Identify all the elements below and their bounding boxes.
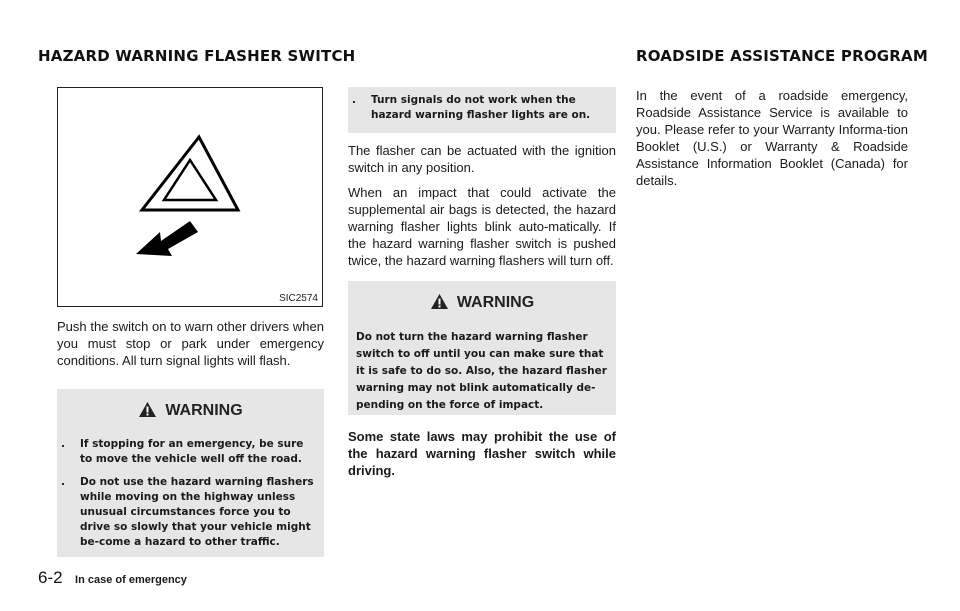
figure-code: SIC2574 (279, 293, 318, 304)
warning-list-1 (57, 437, 316, 558)
warning-item: . Do not use the hazard warning flashers while moving on the highway unless unusual circumstances force you to drive so slowly that your vehicle might be-come a hazard to other traffic. (61, 476, 314, 548)
hazard-switch-illustration (58, 88, 322, 306)
warning-triangle-icon (430, 293, 449, 310)
warning-item: . Turn signals do not work when the hazard warning flasher lights are on. (352, 94, 591, 121)
hazard-switch-figure (57, 87, 323, 307)
warning-list-continued (348, 93, 606, 131)
section-heading-hazard: HAZARD WARNING FLASHER SWITCH (38, 47, 356, 65)
flasher-paragraph: The flasher can be actuated with the ignition switch in any position. (348, 143, 616, 175)
roadside-paragraph: In the event of a roadside emergency, Roadside Assistance Service is available to you. Please refer to your Warranty Informa-tion Booklet (U.S.) or Warranty & Roadside Assistance Information Booklet (Canada) for details. (636, 88, 908, 188)
warning-box-1 (57, 389, 324, 557)
warning-box-2 (348, 281, 616, 415)
page-footer (38, 568, 187, 588)
arrow-pointer-icon (136, 221, 198, 256)
warning-title-1: WARNING (57, 401, 324, 420)
section-heading-roadside: ROADSIDE ASSISTANCE PROGRAM (636, 47, 928, 65)
warning-title-2: WARNING (348, 293, 616, 312)
warning-triangle-icon (138, 401, 157, 418)
section-label: In case of emergency (75, 574, 187, 586)
intro-paragraph: Push the switch on to warn other drivers when you must stop or park under emergency conditions. All turn signal lights will flash. (57, 319, 324, 368)
warning-box-continued (348, 87, 616, 133)
hazard-triangle-icon (142, 137, 238, 210)
state-laws-paragraph: Some state laws may prohibit the use of the hazard warning flasher switch while driving. (348, 429, 616, 478)
warning-item: . If stopping for an emergency, be sure to move the vehicle well off the road. (61, 438, 304, 465)
airbag-paragraph: When an impact that could activate the supplemental air bags is detected, the hazard warning flasher lights blink auto-matically. If the hazard warning flasher switch is pushed twice, the hazard warning flashers will turn off. (348, 185, 616, 268)
warning-text-2: Do not turn the hazard warning flasher switch to off until you can make sure that it is safe to do so. Also, the hazard flasher warning may not blink automatically de-pending on the force of impact. (356, 331, 607, 411)
page-number: 6-2 (38, 568, 63, 587)
